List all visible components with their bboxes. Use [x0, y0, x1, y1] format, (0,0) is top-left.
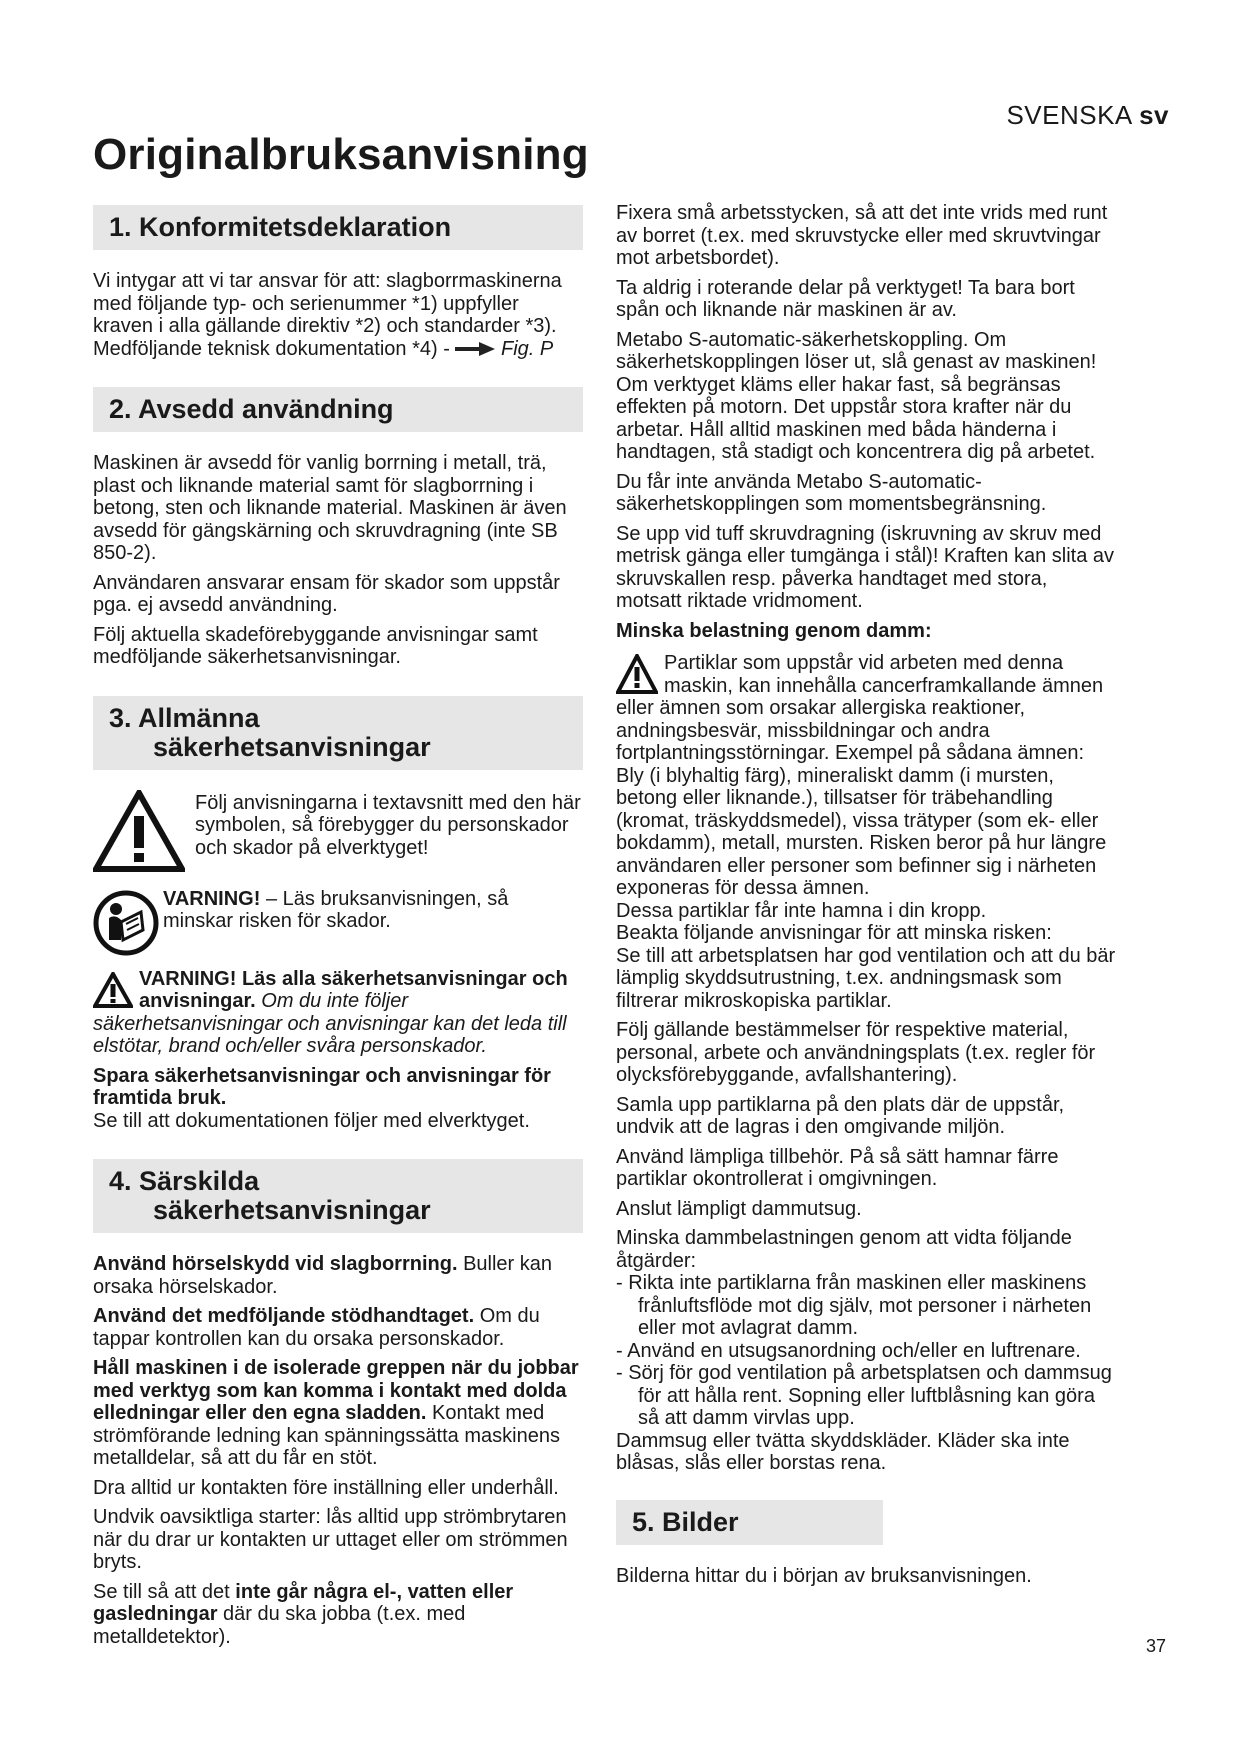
- r7: Samla upp partiklarna på den plats där de uppstår, undvik att de lagras i den omgivande miljön.: [616, 1093, 1065, 1138]
- warning-triangle-small-icon: [616, 654, 658, 694]
- r11: Dammsug eller tvätta skyddskläder. Kläder ska inte blåsas, slås eller borstas rena.: [616, 1429, 1070, 1474]
- dust-measures-list: [616, 1272, 1116, 1430]
- dust-heading: Minska belastning genom damm:: [616, 619, 932, 642]
- warning-all-instructions: VARNING! Läs alla säkerhetsanvisningar och anvisningar. Om du inte följer säkerhetsanvisningar och anvisningar kan det leda till elstötar, brand och/eller svåra personskador.: [93, 967, 568, 1057]
- r2: Ta aldrig i roterande delar på verktyget! Ta bara bort spån och liknande när maskinen är av.: [616, 276, 1075, 321]
- warning-triangle-small-icon: [93, 972, 133, 1008]
- s1-text: Vi intygar att vi tar ansvar för att: slagborrmaskinerna med följande typ- och serienummer *1) uppfyller kraven i alla gällande direktiv *2) och standarder *3). Medföljande teknisk dokumentation *4) - Fig. P: [93, 270, 562, 360]
- dust-p4: Se till att arbetsplatsen har god ventilation och att du bär lämplig skyddsutrustning, t.ex. andningsmask som filtrerar mikroskopiska partiklar.: [616, 944, 1116, 1012]
- left-column: [93, 205, 583, 1655]
- section-5-heading: 5. Bilder: [616, 1500, 883, 1545]
- dust-p3: Beakta följande anvisningar för att minska risken:: [616, 922, 1052, 944]
- s4-p3: Håll maskinen i de isolerade greppen när du jobbar med verktyg som kan komma i kontakt med dolda elledningar eller den egna sladden. Kontakt med strömförande ledning kan spänningssätta maskinens metalldelar, så att du får en stöt.: [93, 1357, 579, 1469]
- save-instructions: Spara säkerhetsanvisningar och anvisningar för framtida bruk. Se till att dokumentationen följer med elverktyget.: [93, 1064, 551, 1132]
- symbol-text: Följ anvisningarna i textavsnitt med den här symbolen, så förebygger du personskador och skador på elverktyget!: [195, 791, 581, 859]
- s4-p6: Se till så att det inte går några el-, vatten eller gasledningar där du ska jobba (t.ex. med metalldetektor).: [93, 1580, 514, 1648]
- dust-p2: Dessa partiklar får inte hamna i din kropp.: [616, 899, 987, 922]
- list-item: - Använd en utsugsanordning och/eller en luftrenare.: [616, 1339, 1081, 1362]
- section-3-heading: 3. Allmänna säkerhetsanvisningar: [93, 696, 583, 770]
- language-label: SVENSKA sv: [1006, 100, 1169, 130]
- right-column: [616, 202, 1116, 1594]
- s2-p1: Maskinen är avsedd för vanlig borrning i metall, trä, plast och liknande material samt för slagborrning i betong, sten och liknande material. Maskinen är även avsedd för gängskärning och skruvdragning (inte SB 850-2).: [93, 452, 567, 564]
- r3: Metabo S-automatic-säkerhetskoppling. Om säkerhetskopplingen löser ut, slå genast av maskinen! Om verktyget kläms eller hakar fast, så begränsas effekten på motorn. Det uppstår stora krafter när du arbetar. Håll alltid maskinen med båda händerna i handtagen, stå stadigt och koncentrera dig på arbetet.: [616, 328, 1097, 463]
- r10: Minska dammbelastningen genom att vidta följande åtgärder:: [616, 1227, 1072, 1272]
- s5-text: Bilderna hittar du i början av bruksanvisningen.: [616, 1564, 1032, 1587]
- s4-p4: Dra alltid ur kontakten före inställning eller underhåll.: [93, 1476, 559, 1499]
- r9: Anslut lämpligt dammutsug.: [616, 1197, 862, 1220]
- read-manual-text: VARNING! – Läs bruksanvisningen, så minskar risken för skador.: [163, 887, 509, 932]
- section-1-heading: 1. Konformitetsdeklaration: [93, 205, 583, 250]
- page-title: Originalbruksanvisning: [93, 130, 589, 179]
- r1: Fixera små arbetsstycken, så att det inte vrids med runt av borret (t.ex. med skruvstycke eller med skruvtvingar mot arbetsbordet).: [616, 202, 1108, 269]
- r4: Du får inte använda Metabo S-automatic-säkerhetskopplingen som momentsbegränsning.: [616, 470, 1047, 515]
- r6: Följ gällande bestämmelser för respektive material, personal, arbete och användningsplats (t.ex. regler för olycksförebyggande, avfallshantering).: [616, 1019, 1096, 1086]
- list-item: - Sörj för god ventilation på arbetsplatsen och dammsug för att hålla rent. Sopning eller luftblåsning kan göra så att damm virvlas upp.: [616, 1362, 1112, 1429]
- s2-p2: Användaren ansvarar ensam för skador som uppstår pga. ej avsedd användning.: [93, 571, 560, 616]
- s4-p2: Använd det medföljande stödhandtaget. Om du tappar kontrollen kan du orsaka personskador.: [93, 1305, 540, 1350]
- fig-reference: Fig. P: [501, 337, 554, 360]
- page-number: 37: [1145, 1636, 1166, 1656]
- s4-p5: Undvik oavsiktliga starter: lås alltid upp strömbrytaren när du drar ur kontakten ur uttaget eller om strömmen bryts.: [93, 1506, 568, 1573]
- read-manual-block: [93, 886, 583, 956]
- dust-paragraph: Partiklar som uppstår vid arbeten med denna maskin, kan innehålla cancerframkallande ämnen eller ämnen som orsakar allergiska reaktioner, andningsbesvär, missbildningar och andra fortplantningsstörningar. Exempel på sådana ämnen: Bly (i blyhaltig färg), mineraliskt damm (i mursten, betong eller liknande.), tillsatser för träbehandling (kromat, träskyddsmedel), vissa trätyper (som ek- eller bokdamm), metall, mursten. Risken beror på hur längre användaren eller personer som befinner sig i närheten exponeras för dessa ämnen.: [616, 652, 1107, 899]
- section-2-heading: 2. Avsedd användning: [93, 387, 583, 432]
- read-manual-icon: [93, 890, 159, 956]
- section-4-heading: 4. Särskilda säkerhetsanvisningar: [93, 1159, 583, 1233]
- arrow-icon: [455, 342, 495, 356]
- s2-p3: Följ aktuella skadeförebyggande anvisningar samt medföljande säkerhetsanvisningar.: [93, 623, 538, 668]
- symbol-block: [93, 790, 583, 872]
- r5: Se upp vid tuff skruvdragning (iskruvning av skruv med metrisk gänga eller tumgänga i stål)! Kraften kan slita av skruvskallen resp. påverka handtaget med stora, motsatt riktade vridmoment.: [616, 522, 1115, 612]
- r8: Använd lämpliga tillbehör. På så sätt hamnar färre partiklar okontrollerat i omgivningen.: [616, 1145, 1059, 1190]
- s4-p1: Använd hörselskydd vid slagborrning. Buller kan orsaka hörselskador.: [93, 1253, 553, 1298]
- warning-triangle-icon: [93, 790, 185, 872]
- list-item: - Rikta inte partiklarna från maskinen eller maskinens frånluftsflöde mot dig själv, mot personer i närheten eller mot avlagrat damm.: [616, 1272, 1092, 1339]
